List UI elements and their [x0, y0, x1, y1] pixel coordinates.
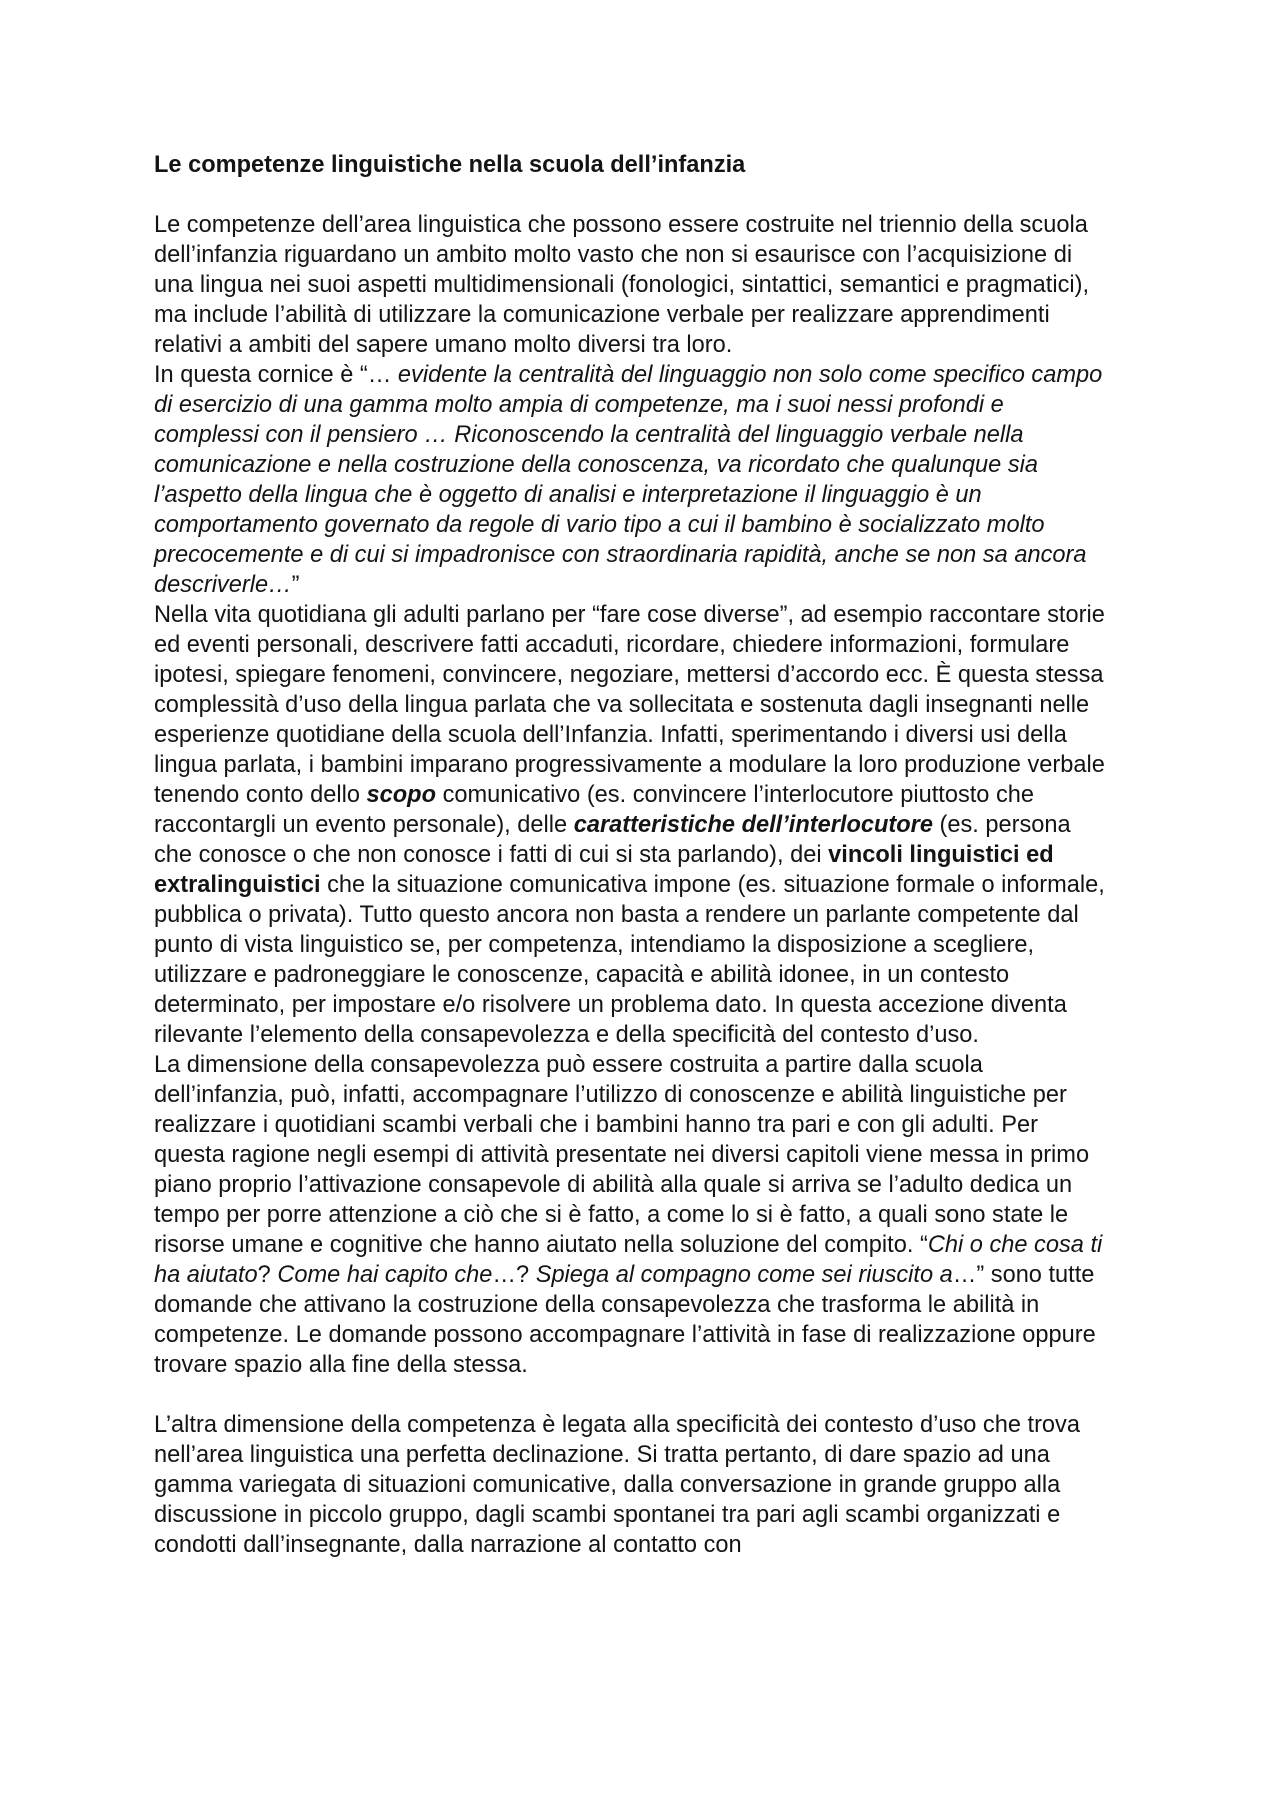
emphasis-scopo: scopo [366, 782, 437, 808]
paragraph-context: L’altra dimensione della competenza è legata alla specificità dei contesto d’uso che trova nell’area linguistica una perfetta declinazione. Si tratta pertanto, di dare spazio ad una gamma variegata di situazioni comunicative, dalla conversazione in grande gruppo alla discussione in piccolo gruppo, dagli scambi spontanei tra pari agli scambi organizzati e condotti dall’insegnante, dalla narrazione al contatto con [154, 1412, 1080, 1558]
text-run: che la situazione comunicativa impone (es. situazione formale o informale, pubblica o privata). Tutto questo ancora non basta a rendere un parlante competente dal punto di vista linguistico se, per competenza, intendiamo la disposizione a scegliere, utilizzare e padroneggiare le conoscenze, capacità e abilità idonee, in un contesto determinato, per impostare e/o risolvere un problema dato. In questa accezione diventa rilevante l’elemento della consapevolezza e della specificità del contesto d’uso. [154, 872, 1105, 1048]
quote-text: evidente la centralità del linguaggio non solo come specifico campo di esercizio di una gamma molto ampia di competenze, ma i suoi nessi profondi e complessi con il pensiero … Riconoscendo la centralità del linguaggio verbale nella comunicazione e nella costruzione della conoscenza, va ricordato che qualunque sia l’aspetto della lingua che è oggetto di analisi e interpretazione il linguaggio è un comportamento governato da regole di vario tipo a cui il bambino è socializzato molto precocemente e di cui si impadronisce con straordinaria rapidità, anche se non sa ancora descriverle… [154, 362, 1103, 598]
emphasis-interlocutore: caratteristiche dell’interlocutore [573, 812, 933, 838]
emphasis-vincoli: vincoli linguistici ed extralinguistici [154, 842, 1054, 898]
text-run: …” sono tutte domande che attivano la costruzione della consapevolezza che trasforma le abilità in competenze. Le domande possono accompagnare l’attività in fase di realizzazione oppure trovare spazio alla fine della stessa. [154, 1262, 1096, 1378]
text-run: …? [492, 1262, 536, 1288]
paragraph-quote [154, 360, 1114, 600]
document-page [154, 150, 1114, 1560]
document-title: Le competenze linguistiche nella scuola dell’infanzia [154, 152, 746, 178]
text-run: comunicativo (es. convincere l’interlocutore piuttosto che raccontargli un evento personale), delle [154, 782, 1035, 838]
text-run: (es. persona che conosce o che non conosce i fatti di cui si sta parlando), dei [154, 812, 1071, 868]
paragraph-daily-life [154, 600, 1114, 1050]
text-run: La dimensione della consapevolezza può essere costruita a partire dalla scuola dell’infanzia, può, infatti, accompagnare l’utilizzo di conoscenze e abilità linguistiche per realizzare i quotidiani scambi verbali che i bambini hanno tra pari e con gli adulti. Per questa ragione negli esempi di attività presentate nei diversi capitoli viene messa in primo piano proprio l’attivazione consapevole di abilità alla quale si arriva se l’adulto dedica un tempo per porre attenzione a ciò che si è fatto, a come lo si è fatto, a quali sono state le risorse umane e cognitive che hanno aiutato nella soluzione del compito. “ [154, 1052, 1090, 1258]
question-3: Spiega al compagno come sei riuscito a [535, 1262, 953, 1288]
question-2: Come hai capito che [277, 1262, 493, 1288]
text-run: ? [257, 1262, 278, 1288]
quote-lead: In questa cornice è “… [154, 362, 398, 388]
paragraph-awareness [154, 1050, 1114, 1380]
paragraph-intro: Le competenze dell’area linguistica che possono essere costruite nel triennio della scuola dell’infanzia riguardano un ambito molto vasto che non si esaurisce con l’acquisizione di una lingua nei suoi aspetti multidimensionali (fonologici, sintattici, semantici e pragmatici), ma include l’abilità di utilizzare la comunicazione verbale per realizzare apprendimenti relativi a ambiti del sapere umano molto diversi tra loro. [154, 212, 1090, 358]
quote-close: ” [291, 572, 300, 598]
question-1: Chi o che cosa ti ha aiutato [154, 1232, 1103, 1288]
paragraph-spacer [154, 1380, 1114, 1410]
text-run: Nella vita quotidiana gli adulti parlano per “fare cose diverse”, ad esempio raccontare storie ed eventi personali, descrivere fatti accaduti, ricordare, chiedere informazioni, formulare ipotesi, spiegare fenomeni, convincere, negoziare, mettersi d’accordo ecc. È questa stessa complessità d’uso della lingua parlata che va sollecitata e sostenuta dagli insegnanti nelle esperienze quotidiane della scuola dell’Infanzia. Infatti, sperimentando i diversi usi della lingua parlata, i bambini imparano progressivamente a modulare la loro produzione verbale tenendo conto dello [154, 602, 1105, 808]
